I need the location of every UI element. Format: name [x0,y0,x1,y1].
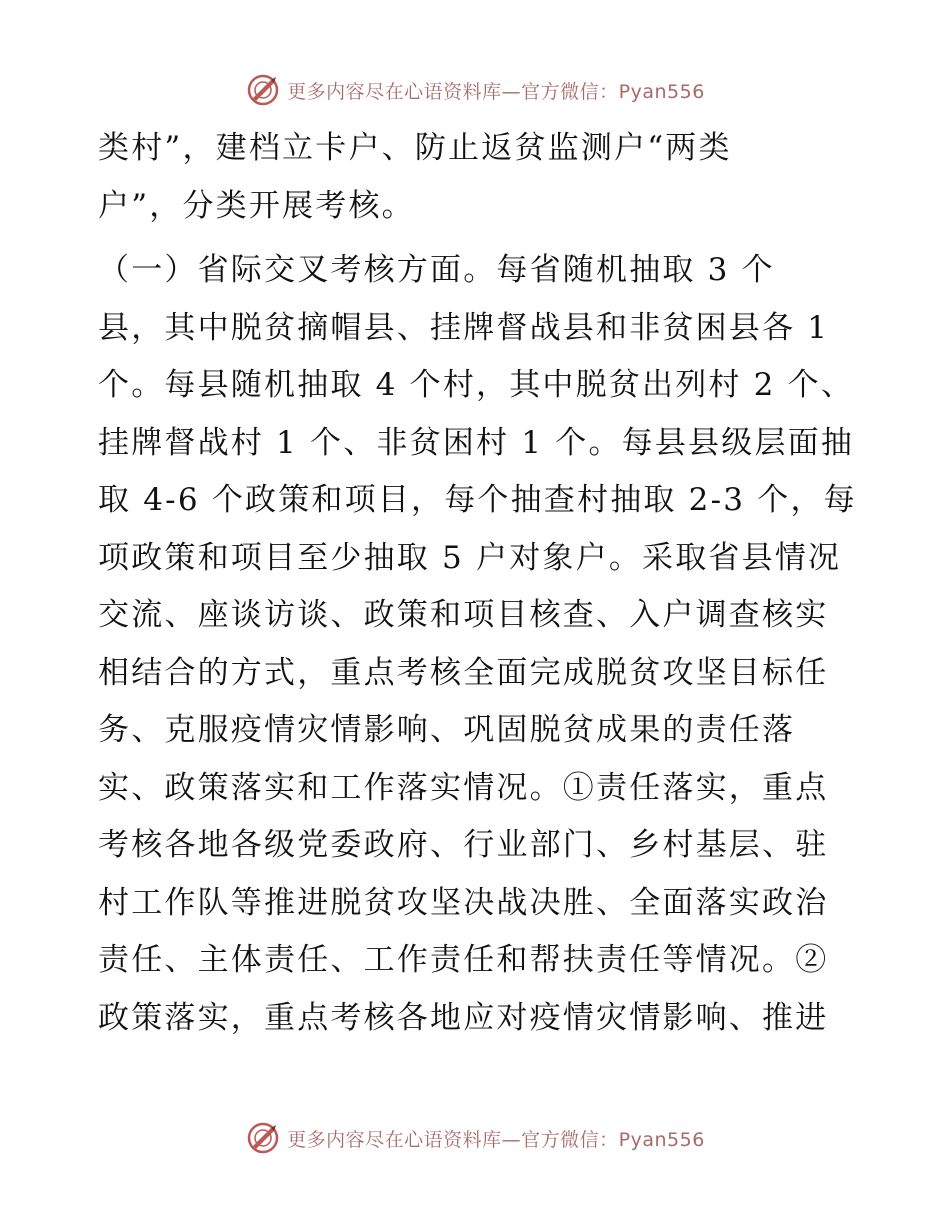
text-line: 项政策和项目至少抽取 5 户对象户。采取省县情况 [98,539,842,576]
watermark-text: 更多内容尽在心语资料库—官方微信：Pyan556 [287,80,705,103]
text-line: 挂牌督战村 1 个、非贫困村 1 个。每县县级层面抽 [98,424,855,461]
text-line: 村工作队等推进脱贫攻坚决战决胜、全面落实政治 [98,884,829,921]
logo-icon [245,1120,281,1156]
watermark-header [0,70,950,110]
text-line: 实、政策落实和工作落实情况。①责任落实，重点 [98,769,829,806]
text-line: 户”，分类开展考核。 [98,187,415,224]
text-line: 政策落实，重点考核各地应对疫情灾情影响、推进 [98,999,829,1036]
watermark-text: 更多内容尽在心语资料库—官方微信：Pyan556 [287,1128,705,1151]
text-line: 相结合的方式，重点考核全面完成脱贫攻坚目标任 [98,654,829,691]
text-line: 个。每县随机抽取 4 个村，其中脱贫出列村 2 个、 [98,367,855,403]
text-line: 考核各地各级党委政府、行业部门、乡村基层、驻 [98,827,829,863]
text-line: 类村”，建档立卡户、防止返贫监测户“两类 [98,130,732,166]
text-line: 责任、主体责任、工作责任和帮扶责任等情况。② [98,942,829,978]
watermark-footer [0,1118,950,1158]
text-line: 取 4-6 个政策和项目，每个抽查村抽取 2-3 个，每 [98,482,857,518]
text-line: 县，其中脱贫摘帽县、挂牌督战县和非贫困县各 1 [98,309,830,346]
text-line: （一）省际交叉考核方面。每省随机抽取 3 个 [98,252,775,288]
logo-icon [245,72,281,108]
document-body [98,120,858,1047]
text-line: 交流、座谈访谈、政策和项目核查、入户调查核实 [98,597,829,633]
text-line: 务、克服疫情灾情影响、巩固脱贫成果的责任落 [98,712,796,748]
